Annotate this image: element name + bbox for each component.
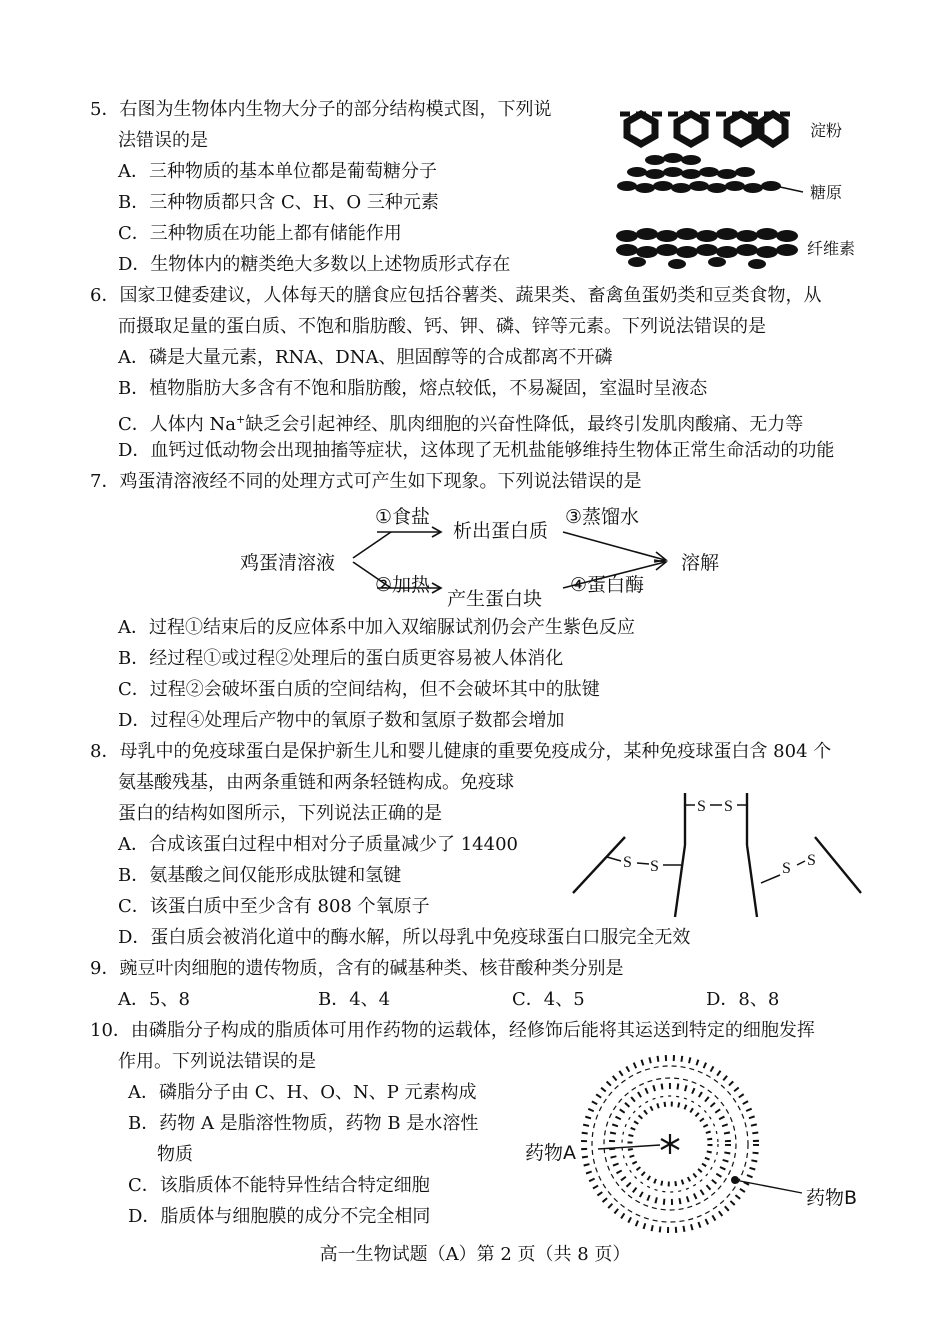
flow-step1: ①食盐 bbox=[375, 506, 431, 528]
q8-stem-line3: 蛋白的结构如图所示，下列说法正确的是 bbox=[118, 803, 442, 824]
disulfide-s-top-right: S bbox=[724, 798, 733, 815]
q6-option-c bbox=[118, 408, 803, 437]
q10-option-b-line1: B．药物 A 是脂溶性物质，药物 B 是水溶性 bbox=[128, 1113, 479, 1134]
drug-b-label: 药物B bbox=[806, 1187, 858, 1209]
q6-option-c-prefix: C．人体内 Na bbox=[118, 414, 236, 435]
q9-option-c: C．4、5 bbox=[512, 989, 585, 1010]
q7-option-b: B．经过程①或过程②处理后的蛋白质更容易被人体消化 bbox=[118, 648, 564, 669]
disulfide-s-top-left: S bbox=[697, 798, 706, 815]
disulfide-s-right-2: S bbox=[807, 852, 816, 869]
q6-option-b: B．植物脂肪大多含有不饱和脂肪酸，熔点较低，不易凝固，室温时呈液态 bbox=[118, 378, 708, 399]
q6-option-c-rest: 缺乏会引起神经、肌肉细胞的兴奋性降低，最终引发肌肉酸痛、无力等 bbox=[245, 414, 804, 435]
q9-option-b: B．4、4 bbox=[318, 989, 391, 1010]
starch-label: 淀粉 bbox=[810, 121, 843, 140]
flow-step2: ②加热 bbox=[375, 574, 431, 596]
q9-option-a: A．5、8 bbox=[118, 989, 190, 1010]
q5-stem-line1: 5．右图为生物体内生物大分子的部分结构模式图，下列说 bbox=[90, 99, 552, 120]
q5-stem-line2: 法错误的是 bbox=[118, 130, 208, 151]
q9-option-d: D．8、8 bbox=[706, 989, 780, 1010]
q5-option-c: C．三种物质在功能上都有储能作用 bbox=[118, 223, 402, 244]
q10-stem-line2: 作用。下列说法错误的是 bbox=[118, 1051, 316, 1072]
polysaccharide-figure bbox=[615, 100, 875, 275]
liposome-figure bbox=[520, 1050, 880, 1235]
drug-a-label: 药物A bbox=[525, 1142, 576, 1164]
cellulose-chain bbox=[616, 228, 798, 269]
q7-option-d: D．过程④处理后产物中的氧原子数和氢原子数都会增加 bbox=[118, 710, 565, 731]
glycogen-chain bbox=[617, 153, 781, 193]
q8-option-c: C．该蛋白质中至少含有 808 个氧原子 bbox=[118, 896, 430, 917]
glycogen-label: 糖原 bbox=[810, 183, 843, 202]
polysaccharide-drawing bbox=[615, 100, 805, 275]
cellulose-label: 纤维素 bbox=[807, 239, 856, 258]
disulfide-s-right-1: S bbox=[782, 860, 791, 877]
q5-option-d: D．生物体内的糖类绝大多数以上述物质形式存在 bbox=[118, 254, 511, 275]
q10-option-a: A．磷脂分子由 C、H、O、N、P 元素构成 bbox=[128, 1082, 477, 1103]
flow-step3: ③蒸馏水 bbox=[565, 506, 640, 528]
flow-end: 溶解 bbox=[681, 552, 720, 574]
q10-option-b-line2: 物质 bbox=[157, 1144, 193, 1165]
egg-white-flow-diagram bbox=[235, 500, 755, 610]
q5-option-a: A．三种物质的基本单位都是葡萄糖分子 bbox=[118, 161, 437, 182]
antibody-figure bbox=[565, 775, 875, 923]
q6-option-a: A．磷是大量元素，RNA、DNA、胆固醇等的合成都离不开磷 bbox=[118, 347, 613, 368]
q10-option-d: D．脂质体与细胞膜的成分不完全相同 bbox=[128, 1206, 431, 1227]
q9-stem: 9．豌豆叶肉细胞的遗传物质，含有的碱基种类、核苷酸种类分别是 bbox=[90, 958, 624, 979]
q7-option-c: C．过程②会破坏蛋白质的空间结构，但不会破坏其中的肽键 bbox=[118, 679, 600, 700]
drug-a-star-icon bbox=[661, 1134, 679, 1154]
page-footer: 高一生物试题（A）第 2 页（共 8 页） bbox=[319, 1244, 631, 1265]
q8-option-a: A．合成该蛋白过程中相对分子质量减少了 14400 bbox=[118, 834, 518, 855]
flow-step4: ④蛋白酶 bbox=[570, 574, 645, 596]
flow-start: 鸡蛋清溶液 bbox=[240, 552, 336, 574]
q7-stem: 7．鸡蛋清溶液经不同的处理方式可产生如下现象。下列说法错误的是 bbox=[90, 471, 642, 492]
q10-stem-line1: 10．由磷脂分子构成的脂质体可用作药物的运载体，经修饰后能将其运送到特定的细胞发挥 bbox=[90, 1020, 815, 1041]
q10-option-c: C．该脂质体不能特异性结合特定细胞 bbox=[128, 1175, 430, 1196]
q6-option-c-superscript: + bbox=[235, 413, 246, 426]
q6-stem-line1: 6．国家卫健委建议，人体每天的膳食应包括谷薯类、蔬果类、畜禽鱼蛋奶类和豆类食物，从 bbox=[90, 285, 822, 306]
q8-option-d: D．蛋白质会被消化道中的酶水解，所以母乳中免疫球蛋白口服完全无效 bbox=[118, 927, 691, 948]
flow-result2: 产生蛋白块 bbox=[447, 588, 543, 610]
flow-result1: 析出蛋白质 bbox=[453, 520, 549, 542]
q8-stem-line1: 8．母乳中的免疫球蛋白是保护新生儿和婴儿健康的重要免疫成分，某种免疫球蛋白含 804 个 bbox=[90, 741, 832, 762]
starch-chain bbox=[620, 114, 790, 144]
q6-option-d: D．血钙过低动物会出现抽搐等症状，这体现了无机盐能够维持生物体正常生命活动的功能 bbox=[118, 440, 835, 461]
disulfide-s-left-1: S bbox=[623, 854, 632, 871]
q6-stem-line2: 而摄取足量的蛋白质、不饱和脂肪酸、钙、钾、磷、锌等元素。下列说法错误的是 bbox=[118, 316, 766, 337]
q8-option-b: B．氨基酸之间仅能形成肽键和氢键 bbox=[118, 865, 402, 886]
disulfide-s-left-2: S bbox=[650, 858, 659, 875]
q5-option-b: B．三种物质都只含 C、H、O 三种元素 bbox=[118, 192, 439, 213]
q8-stem-line2: 氨基酸残基，由两条重链和两条轻链构成。免疫球 bbox=[118, 772, 514, 793]
antibody-drawing bbox=[565, 775, 875, 923]
q7-option-a: A．过程①结束后的反应体系中加入双缩脲试剂仍会产生紫色反应 bbox=[118, 617, 635, 638]
